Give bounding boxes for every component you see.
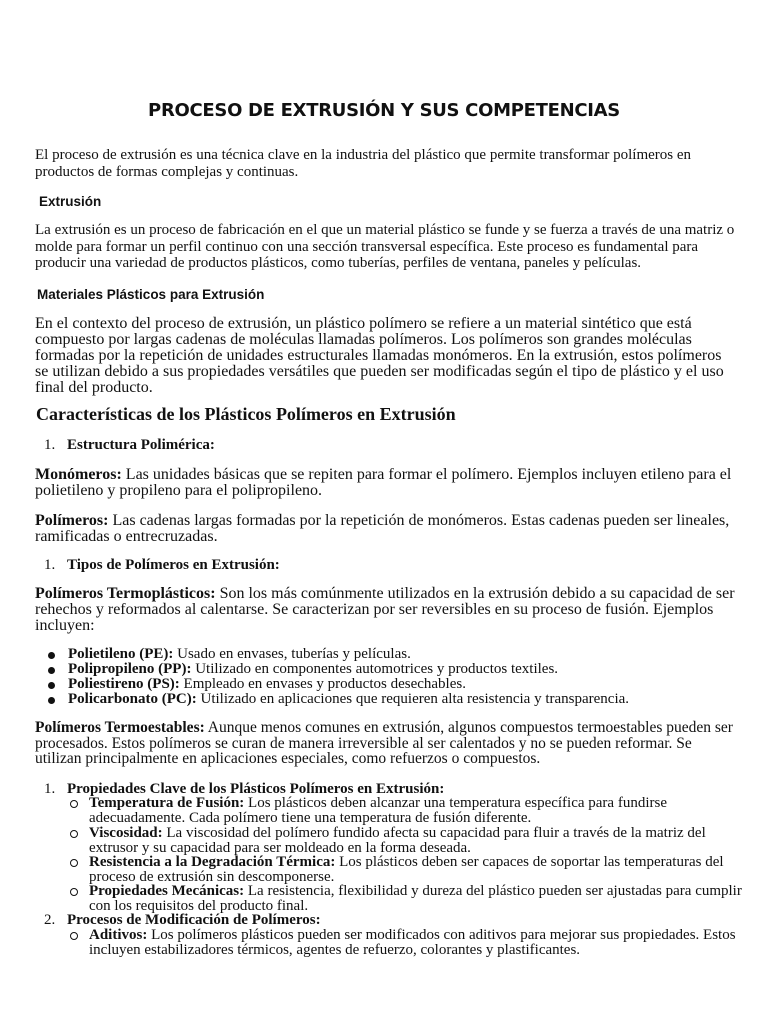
termoplasticos-paragraph	[35, 586, 735, 634]
circle-bullet-icon	[70, 800, 78, 808]
definition: Los polímeros plásticos pueden ser modificados con aditivos para mejorar sus propiedades. Estos incluyen estabilizadores térmicos, agentes de refuerzo, colorantes y plastificantes.	[89, 927, 736, 958]
definition: Utilizado en componentes automotrices y productos textiles.	[191, 661, 559, 677]
intro-paragraph: El proceso de extrusión es una técnica clave en la industria del plástico que permite transformar polímeros en productos de formas complejas y continuas.	[35, 147, 692, 180]
term: Temperatura de Fusión:	[89, 795, 245, 811]
list-label: Propiedades Clave de los Plásticos Polímeros en Extrusión:	[67, 781, 445, 797]
term: Poliestireno (PS):	[68, 676, 180, 692]
list-item-estructura	[44, 437, 215, 453]
list-label: Estructura Polimérica:	[67, 437, 215, 453]
term: Polímeros Termoestables:	[35, 719, 205, 736]
list-number: 1.	[44, 781, 56, 797]
definition: Las unidades básicas que se repiten para formar el polímero. Ejemplos incluyen etileno para el polietileno y propileno para el polipropileno.	[35, 466, 732, 499]
heading-materiales: Materiales Plásticos para Extrusión	[37, 287, 265, 302]
bullet-icon	[48, 652, 55, 659]
list-label: Procesos de Modificación de Polímeros:	[67, 912, 321, 928]
circle-bullet-icon	[70, 888, 78, 896]
definition: Los plásticos deben ser capaces de soportar las temperaturas del proceso de extrusión sin descomponerse.	[89, 854, 724, 885]
list-number: 2.	[44, 912, 56, 928]
term: Policarbonato (PC):	[68, 691, 197, 707]
termoestables-paragraph	[35, 720, 735, 767]
bullet-icon	[48, 682, 55, 689]
definition: Los plásticos deben alcanzar una temperatura específica para fundirse adecuadamente. Cada polímero tiene una temperatura de fusión diferente.	[89, 795, 667, 826]
list-item-tipos	[44, 557, 280, 573]
term: Monómeros:	[35, 466, 122, 483]
definition: Empleado en envases y productos desechables.	[179, 676, 466, 692]
heading-caracteristicas: Características de los Plásticos Polímeros en Extrusión	[36, 404, 456, 424]
definition: La viscosidad del polímero fundido afecta su capacidad para fluir a través de la matriz del extrusor y su capacidad para ser moldeado en la forma deseada.	[89, 825, 706, 856]
term: Resistencia a la Degradación Térmica:	[89, 854, 336, 870]
polimeros-paragraph	[35, 513, 735, 545]
list-number: 1.	[44, 437, 56, 453]
definition: Son los más comúnmente utilizados en la extrusión debido a su capacidad de ser rehechos y reformados al calentarse. Se caracterizan por ser reversibles en su proceso de fusión. Ejemplos incluyen:	[35, 585, 735, 634]
circle-bullet-icon	[70, 932, 78, 940]
definition: Las cadenas largas formadas por la repetición de monómeros. Estas cadenas pueden ser lineales, ramificadas o entrecruzadas.	[35, 512, 730, 545]
definition: La resistencia, flexibilidad y dureza del plástico pueden ser ajustadas para cumplir con los requisitos del producto final.	[89, 883, 742, 914]
definition: Utilizado en aplicaciones que requieren alta resistencia y transparencia.	[196, 691, 630, 707]
bullet-icon	[48, 667, 55, 674]
materiales-paragraph: En el contexto del proceso de extrusión, un plástico polímero se refiere a un material sintético que está compuesto por largas cadenas de moléculas llamadas polímeros. Los polímeros son grandes moléculas formadas por la repetición de unidades estructurales llamadas monómeros. En la extrusión, estos polímeros se utilizan debido a sus propiedades versátiles que pueden ser modificadas según el tipo de plástico y el uso final del producto.	[35, 315, 724, 396]
term: Polímeros:	[35, 512, 109, 529]
monomeros-paragraph	[35, 467, 735, 499]
page-bottom-mask	[0, 984, 768, 1024]
heading-extrusion: Extrusión	[39, 194, 102, 209]
list-number: 1.	[44, 557, 56, 573]
extrusion-paragraph: La extrusión es un proceso de fabricación en el que un material plástico se funde y se fuerza a través de una matriz o molde para formar un perfil continuo con una sección transversal específica. Este proceso es fundamental para producir una variedad de productos plásticos, como tuberías, perfiles de ventana, paneles y películas.	[35, 222, 735, 271]
term: Aditivos:	[89, 927, 148, 943]
term: Propiedades Mecánicas:	[89, 883, 245, 899]
definition: Usado en envases, tuberías y películas.	[173, 646, 411, 662]
term: Polietileno (PE):	[68, 646, 174, 662]
bullet-icon	[48, 697, 55, 704]
circle-bullet-icon	[70, 859, 78, 867]
list-label: Tipos de Polímeros en Extrusión:	[67, 557, 280, 573]
term: Polímeros Termoplásticos:	[35, 585, 216, 602]
definition: Aunque menos comunes en extrusión, algunos compuestos termoestables pueden ser procesados. Estos polímeros se curan de manera irreversible al ser calentados y no se pueden reformar. Se utilizan principalmente en aplicaciones especiales, como refuerzos o compuestos.	[35, 719, 733, 767]
list-item-procesos	[44, 912, 321, 928]
term: Viscosidad:	[89, 825, 163, 841]
document-title: PROCESO DE EXTRUSIÓN Y SUS COMPETENCIAS	[148, 100, 620, 121]
circle-bullet-icon	[70, 830, 78, 838]
term: Polipropileno (PP):	[68, 661, 192, 677]
